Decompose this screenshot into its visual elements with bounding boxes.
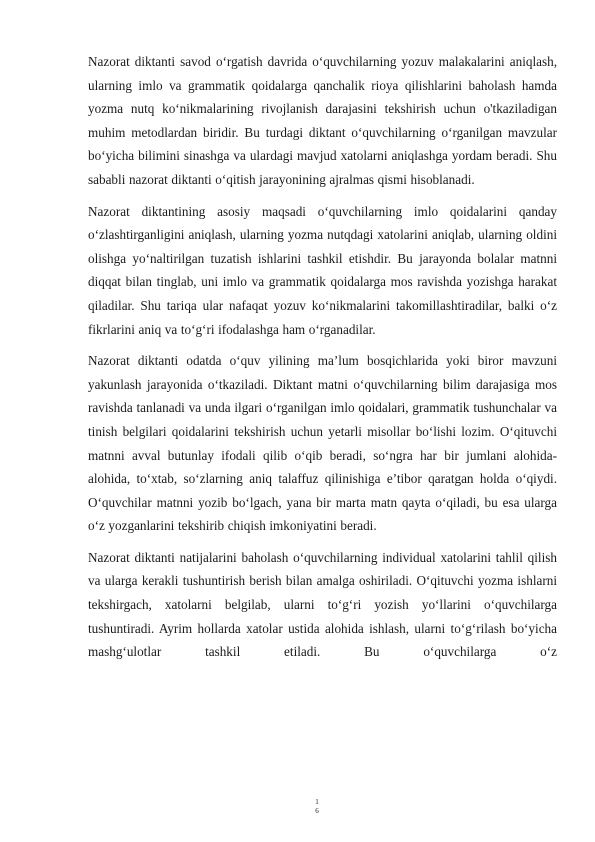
paragraph-2: Nazorat diktantining asosiy maqsadi o‘quvchilarning imlo qoidalarini qanday o‘zlashtirganligini aniqlash, ularning yozma nutqdagi xatolarini aniqlab, ularning oldini olishga yo‘naltirilgan tuzatish ishlarini tashkil etishdir. Bu jarayonda bolalar matnni diqqat bilan tinglab, uni imlo va grammatik qoidalarga mos ravishda yozishga harakat qiladilar. Shu tariqa ular nafaqat yozuv ko‘nikmalarini takomillashtiradilar, balki o‘z fikrlarini aniq va to‘g‘ri ifodalashga ham o‘rganadilar. bbox=[88, 203, 557, 337]
paragraph-4: Nazorat diktanti natijalarini baholash o‘quvchilarning individual xatolarini tahlil qilish va ularga kerakli tushuntirish berish bilan amalga oshiriladi. O‘qituvchi yozma ishlarni tekshirgach, xatolarni belgilab, ularni to‘g‘ri yozish yo‘llarini o‘quvchilarga tushuntiradi. Ayrim hollarda xatolar ustida alohida ishlash, ularni to‘g‘rilash bo‘yicha mashg‘ulotlar tashkil etiladi. Bu o‘quvchilarga o‘z bbox=[88, 549, 557, 660]
document-page bbox=[88, 50, 557, 672]
paragraph-1: Nazorat diktanti savod o‘rgatish davrida o‘quvchilarning yozuv malakalarini aniqlash, ularning imlo va grammatik qoidalarga qanchalik rioya qilishlarini baholash hamda yozma nutq ko‘nikmalarining rivojlanish darajasini tekshirish uchun o'tkaziladigan muhim metodlardan biridir. Bu turdagi diktant o‘quvchilarning o‘rganilgan mavzular bo‘yicha bilimini sinashga va ulardagi mavjud xatolarni aniqlashga yordam beradi. Shu sababli nazorat diktanti o‘qitish jarayonining ajralmas qismi hisoblanadi. bbox=[88, 54, 557, 187]
page-number: 1 6 bbox=[315, 798, 319, 815]
paragraph-3: Nazorat diktanti odatda o‘quv yilining ma’lum bosqichlarida yoki biror mavzuni yakunlash jarayonida o‘tkaziladi. Diktant matni o‘quvchilarning bilim darajasiga mos ravishda tanlanadi va unda ilgari o‘rganilgan imlo qoidalari, grammatik tushunchalar va tinish belgilari qoidalarini tekshirish uchun yetarli misollar bo‘lishi lozim. O‘qituvchi matnni avval butunlay ifodali qilib o‘qib beradi, so‘ngra har bir jumlani alohida-alohida, to‘xtab, so‘zlarning aniq talaffuz qilinishiga e’tibor qaratgan holda o‘qiydi. O‘quvchilar matnni yozib bo‘lgach, yana bir marta matn qayta o‘qiladi, bu esa ularga o‘z yozganlarini tekshirib chiqish imkoniyatini beradi. bbox=[88, 353, 557, 534]
